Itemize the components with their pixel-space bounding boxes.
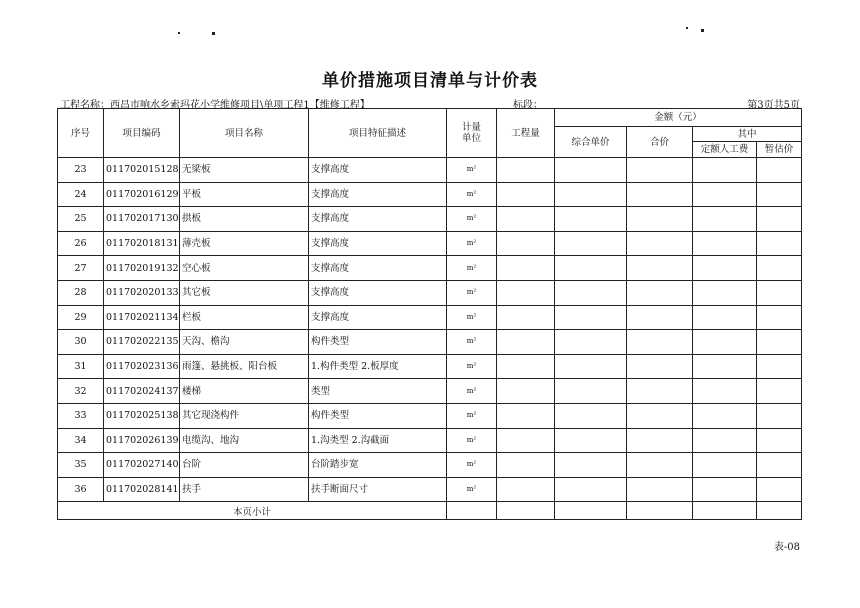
subtotal-row (58, 502, 802, 520)
cell-provisional (757, 305, 802, 330)
table-row (58, 477, 802, 502)
cell-total (627, 354, 693, 379)
subtotal-cell (555, 502, 627, 520)
cell-total (627, 477, 693, 502)
cell-qty (497, 158, 555, 183)
scan-speck (178, 32, 180, 34)
table-row (58, 379, 802, 404)
cell-code: 011702015128 (104, 158, 180, 183)
cell-provisional (757, 428, 802, 453)
cell-name: 台阶 (180, 453, 309, 478)
cell-labor (693, 182, 757, 207)
cell-name: 拱板 (180, 207, 309, 232)
form-number: 表-08 (773, 542, 800, 553)
cell-qty (497, 428, 555, 453)
section-label: 标段： (513, 100, 543, 111)
cell-name: 其它板 (180, 280, 309, 305)
cell-code: 011702027140 (104, 453, 180, 478)
cell-total (627, 428, 693, 453)
cell-labor (693, 305, 757, 330)
cell-code: 011702016129 (104, 182, 180, 207)
cell-desc: 1.构件类型 2.板厚度 (309, 354, 447, 379)
cell-seq: 29 (58, 305, 104, 330)
cell-unit-price (555, 207, 627, 232)
cell-code: 011702025138 (104, 403, 180, 428)
cell-desc: 支撑高度 (309, 207, 447, 232)
project-name: 西昌市响水乡索玛花小学维修项目\单项工程1【维修工程】 (110, 100, 370, 111)
cell-qty (497, 280, 555, 305)
cell-unit: m² (447, 354, 497, 379)
cell-seq: 24 (58, 182, 104, 207)
table-row (58, 403, 802, 428)
cell-unit: m² (447, 403, 497, 428)
cell-total (627, 158, 693, 183)
cell-code: 011702020133 (104, 280, 180, 305)
cell-total (627, 453, 693, 478)
cell-total (627, 256, 693, 281)
cell-unit: m² (447, 305, 497, 330)
cell-seq: 32 (58, 379, 104, 404)
table-row (58, 231, 802, 256)
cell-code: 011702028141 (104, 477, 180, 502)
pricing-table (57, 108, 802, 520)
cell-unit: m² (447, 428, 497, 453)
subtotal-label: 本页小计 (58, 502, 447, 520)
cell-provisional (757, 379, 802, 404)
cell-unit-price (555, 477, 627, 502)
cell-unit-price (555, 428, 627, 453)
header-desc: 项目特征描述 (309, 109, 447, 158)
cell-labor (693, 453, 757, 478)
cell-name: 平板 (180, 182, 309, 207)
cell-provisional (757, 231, 802, 256)
cell-labor (693, 207, 757, 232)
subtotal-cell (497, 502, 555, 520)
cell-provisional (757, 256, 802, 281)
cell-total (627, 403, 693, 428)
cell-unit-price (555, 305, 627, 330)
cell-unit-price (555, 280, 627, 305)
cell-provisional (757, 182, 802, 207)
header-unit: 计量 单位 (447, 109, 497, 158)
cell-unit: m² (447, 379, 497, 404)
cell-desc: 支撑高度 (309, 158, 447, 183)
cell-total (627, 207, 693, 232)
cell-provisional (757, 280, 802, 305)
cell-total (627, 330, 693, 355)
cell-provisional (757, 158, 802, 183)
cell-seq: 31 (58, 354, 104, 379)
cell-provisional (757, 477, 802, 502)
cell-seq: 35 (58, 453, 104, 478)
cell-desc: 支撑高度 (309, 256, 447, 281)
cell-qty (497, 256, 555, 281)
page-info: 第3页共5页 (747, 100, 800, 111)
table-row (58, 182, 802, 207)
cell-desc: 支撑高度 (309, 280, 447, 305)
cell-name: 扶手 (180, 477, 309, 502)
cell-qty (497, 403, 555, 428)
cell-unit-price (555, 453, 627, 478)
cell-unit-price (555, 231, 627, 256)
cell-labor (693, 280, 757, 305)
header-of-which: 其中 (693, 127, 802, 142)
cell-name: 电缆沟、地沟 (180, 428, 309, 453)
cell-name: 薄壳板 (180, 231, 309, 256)
cell-qty (497, 207, 555, 232)
header-labor: 定额人工费 (693, 142, 757, 158)
cell-labor (693, 477, 757, 502)
cell-qty (497, 379, 555, 404)
cell-desc: 台阶踏步宽 (309, 453, 447, 478)
cell-code: 011702023136 (104, 354, 180, 379)
table-row (58, 280, 802, 305)
table-row (58, 305, 802, 330)
cell-seq: 26 (58, 231, 104, 256)
cell-name: 其它现浇构件 (180, 403, 309, 428)
header-unit-price: 综合单价 (555, 127, 627, 158)
cell-unit: m² (447, 207, 497, 232)
cell-labor (693, 428, 757, 453)
cell-seq: 25 (58, 207, 104, 232)
cell-seq: 36 (58, 477, 104, 502)
cell-qty (497, 330, 555, 355)
cell-seq: 34 (58, 428, 104, 453)
cell-qty (497, 182, 555, 207)
cell-unit-price (555, 256, 627, 281)
cell-labor (693, 231, 757, 256)
cell-unit: m² (447, 158, 497, 183)
cell-unit-price (555, 182, 627, 207)
table-row (58, 428, 802, 453)
cell-unit-price (555, 379, 627, 404)
table-row (58, 354, 802, 379)
cell-unit-price (555, 330, 627, 355)
cell-unit: m² (447, 182, 497, 207)
cell-desc: 支撑高度 (309, 182, 447, 207)
cell-unit: m² (447, 256, 497, 281)
cell-name: 空心板 (180, 256, 309, 281)
cell-unit: m² (447, 477, 497, 502)
cell-labor (693, 256, 757, 281)
table-row (58, 330, 802, 355)
cell-labor (693, 403, 757, 428)
cell-total (627, 280, 693, 305)
header-name: 项目名称 (180, 109, 309, 158)
cell-desc: 构件类型 (309, 403, 447, 428)
table-row (58, 207, 802, 232)
cell-code: 011702021134 (104, 305, 180, 330)
cell-seq: 28 (58, 280, 104, 305)
cell-provisional (757, 453, 802, 478)
subtotal-cell (693, 502, 757, 520)
header-amount: 金额（元） (555, 109, 802, 127)
table-row (58, 256, 802, 281)
cell-code: 011702018131 (104, 231, 180, 256)
cell-desc: 1.沟类型 2.沟截面 (309, 428, 447, 453)
project-label: 工程名称： (60, 100, 110, 111)
cell-seq: 27 (58, 256, 104, 281)
cell-unit: m² (447, 330, 497, 355)
cell-labor (693, 158, 757, 183)
header-qty: 工程量 (497, 109, 555, 158)
cell-qty (497, 453, 555, 478)
cell-unit: m² (447, 231, 497, 256)
cell-name: 栏板 (180, 305, 309, 330)
cell-seq: 23 (58, 158, 104, 183)
cell-desc: 支撑高度 (309, 305, 447, 330)
subtotal-cell (447, 502, 497, 520)
cell-code: 011702026139 (104, 428, 180, 453)
scan-speck (212, 32, 215, 35)
cell-unit-price (555, 158, 627, 183)
cell-labor (693, 379, 757, 404)
cell-name: 楼梯 (180, 379, 309, 404)
cell-name: 天沟、檐沟 (180, 330, 309, 355)
cell-provisional (757, 403, 802, 428)
cell-unit-price (555, 354, 627, 379)
cell-desc: 扶手断面尺寸 (309, 477, 447, 502)
scan-speck (686, 27, 688, 29)
cell-seq: 30 (58, 330, 104, 355)
cell-seq: 33 (58, 403, 104, 428)
cell-labor (693, 330, 757, 355)
cell-unit: m² (447, 280, 497, 305)
header-provisional: 暂估价 (757, 142, 802, 158)
cell-code: 011702024137 (104, 379, 180, 404)
cell-code: 011702017130 (104, 207, 180, 232)
header-code: 项目编码 (104, 109, 180, 158)
cell-unit: m² (447, 453, 497, 478)
scan-speck (701, 29, 704, 32)
table-row (58, 453, 802, 478)
subtotal-cell (757, 502, 802, 520)
cell-code: 011702022135 (104, 330, 180, 355)
cell-qty (497, 354, 555, 379)
table-row (58, 158, 802, 183)
cell-name: 无梁板 (180, 158, 309, 183)
cell-provisional (757, 207, 802, 232)
cell-qty (497, 231, 555, 256)
cell-provisional (757, 330, 802, 355)
cell-unit-price (555, 403, 627, 428)
cell-qty (497, 477, 555, 502)
cell-qty (497, 305, 555, 330)
cell-total (627, 231, 693, 256)
cell-desc: 支撑高度 (309, 231, 447, 256)
subtotal-cell (627, 502, 693, 520)
cell-total (627, 305, 693, 330)
cell-desc: 构件类型 (309, 330, 447, 355)
cell-desc: 类型 (309, 379, 447, 404)
cell-labor (693, 354, 757, 379)
cell-code: 011702019132 (104, 256, 180, 281)
header-seq: 序号 (58, 109, 104, 158)
cell-name: 雨篷、悬挑板、阳台板 (180, 354, 309, 379)
cell-provisional (757, 354, 802, 379)
page-title: 单价措施项目清单与计价表 (322, 71, 538, 91)
header-total: 合价 (627, 127, 693, 158)
cell-total (627, 182, 693, 207)
cell-total (627, 379, 693, 404)
